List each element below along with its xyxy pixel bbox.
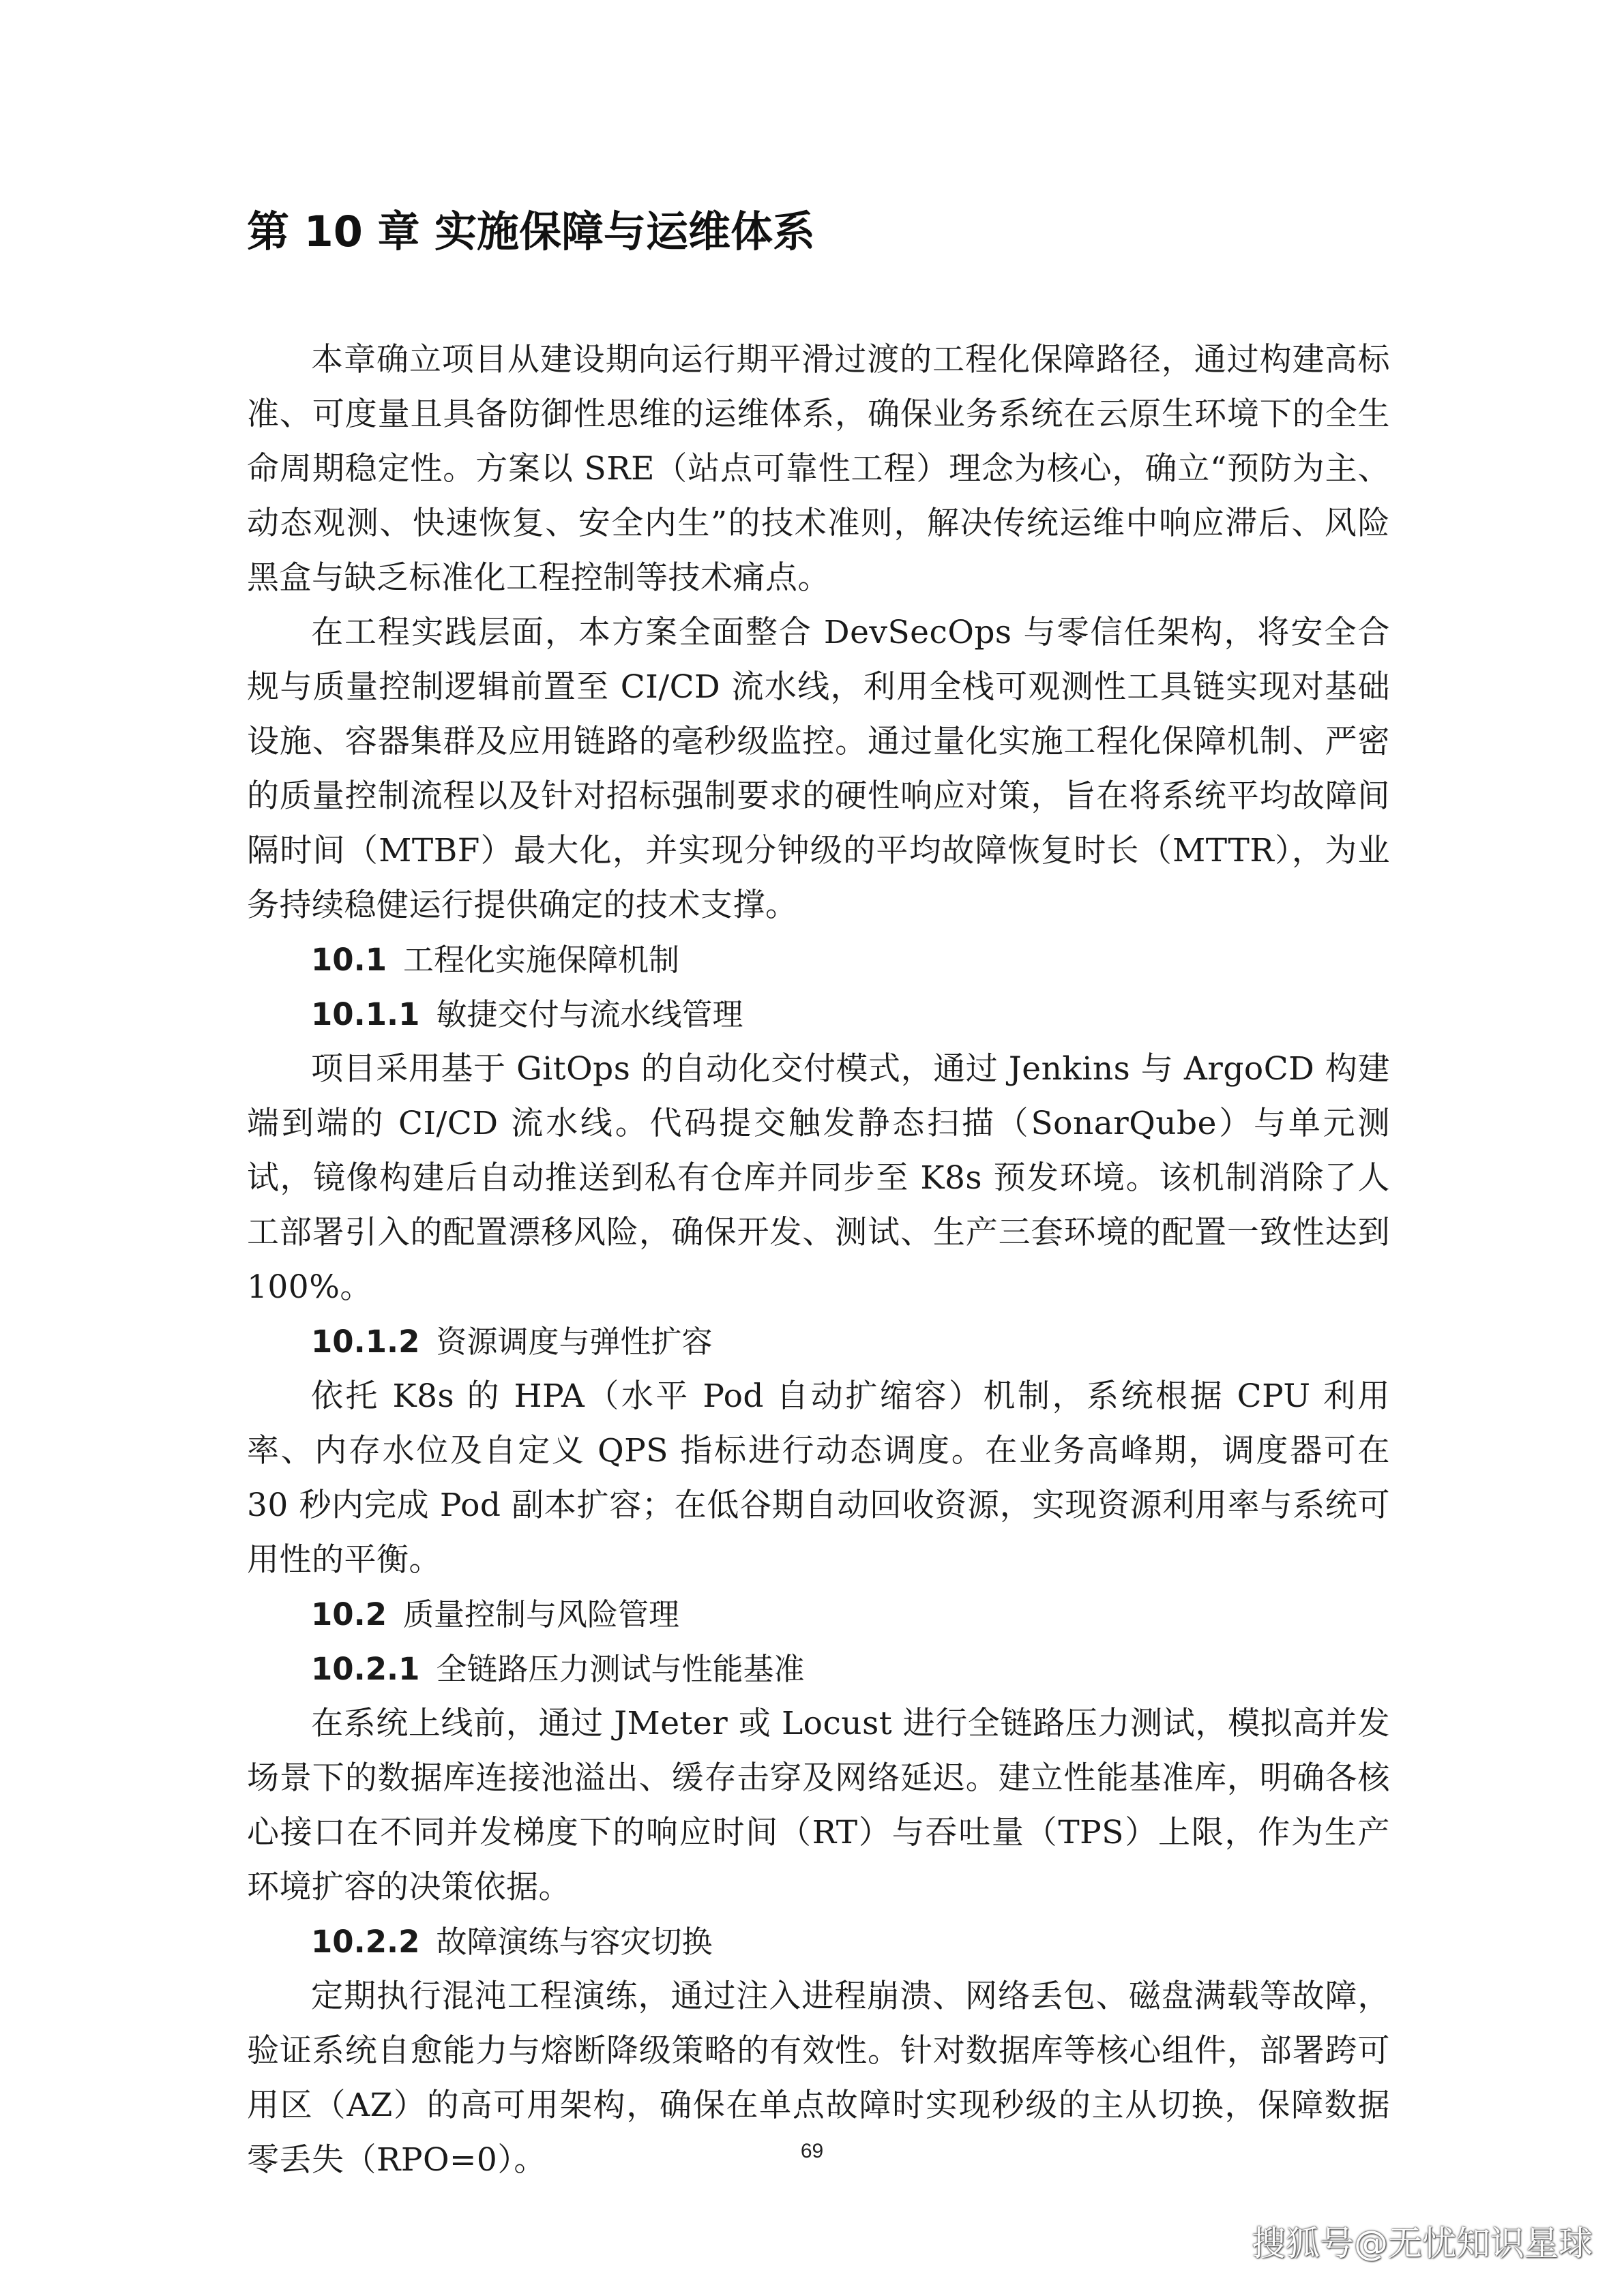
section-number: 10.2.2 xyxy=(311,1924,420,1960)
paragraph-intro-1: 本章确立项目从建设期向运行期平滑过渡的工程化保障路径，通过构建高标准、可度量且具备防御性思维的运维体系，确保业务系统在云原生环境下的全生命周期稳定性。方案以 SRE（站点可靠性工程）理念为核心，确立“预防为主、动态观测、快速恢复、安全内生”的技术准则，解决传统运维中响应滞后、风险黑盒与缺乏标准化工程控制等技术痛点。 xyxy=(247,341,1390,597)
section-number: 10.1.1 xyxy=(311,996,420,1032)
paragraph-10-2-2: 定期执行混沌工程演练，通过注入进程崩溃、网络丢包、磁盘满载等故障，验证系统自愈能力与熔断降级策略的有效性。针对数据库等核心组件，部署跨可用区（AZ）的高可用架构，确保在单点故障时实现秒级的主从切换，保障数据零丢失（RPO=0）。 xyxy=(247,1978,1390,2179)
section-number: 10.2.1 xyxy=(311,1651,420,1687)
section-heading-10-2 xyxy=(247,1587,1390,1642)
section-heading-10-1-2 xyxy=(247,1315,1390,1369)
paragraph-10-1-1: 项目采用基于 GitOps 的自动化交付模式，通过 Jenkins 与 ArgoCD 构建端到端的 CI/CD 流水线。代码提交触发静态扫描（SonarQube）与单元测试，镜像构建后自动推送到私有仓库并同步至 K8s 预发环境。该机制消除了人工部署引入的配置漂移风险，确保开发、测试、生产三套环境的配置一致性达到 100%。 xyxy=(247,1050,1390,1306)
section-heading-10-2-1 xyxy=(247,1642,1390,1697)
section-number: 10.1.2 xyxy=(311,1324,420,1360)
section-title: 敏捷交付与流水线管理 xyxy=(436,996,743,1032)
body-text xyxy=(247,333,1390,2188)
section-number: 10.2 xyxy=(311,1596,387,1632)
section-heading-10-2-2 xyxy=(247,1915,1390,1969)
paragraph-10-2-1: 在系统上线前，通过 JMeter 或 Locust 进行全链路压力测试，模拟高并发场景下的数据库连接池溢出、缓存击穿及网络延迟。建立性能基准库，明确各核心接口在不同并发梯度下的响应时间（RT）与吞吐量（TPS）上限，作为生产环境扩容的决策依据。 xyxy=(247,1705,1390,1906)
watermark: 搜狐号@无忧知识星球 xyxy=(1252,2224,1593,2263)
section-heading-10-1 xyxy=(247,933,1390,987)
section-title: 资源调度与弹性扩容 xyxy=(436,1324,713,1360)
section-title: 全链路压力测试与性能基准 xyxy=(436,1651,805,1687)
page-number: 69 xyxy=(800,2140,824,2162)
paragraph-intro-2: 在工程实践层面，本方案全面整合 DevSecOps 与零信任架构，将安全合规与质量控制逻辑前置至 CI/CD 流水线，利用全栈可观测性工具链实现对基础设施、容器集群及应用链路的毫秒级监控。通过量化实施工程化保障机制、严密的质量控制流程以及针对招标强制要求的硬性响应对策，旨在将系统平均故障间隔时间（MTBF）最大化，并实现分钟级的平均故障恢复时长（MTTR），为业务持续稳健运行提供确定的技术支撑。 xyxy=(247,614,1390,924)
section-title: 工程化实施保障机制 xyxy=(403,942,680,978)
chapter-title: 第 10 章 实施保障与运维体系 xyxy=(247,207,816,256)
paragraph-10-1-2: 依托 K8s 的 HPA（水平 Pod 自动扩缩容）机制，系统根据 CPU 利用率、内存水位及自定义 QPS 指标进行动态调度。在业务高峰期，调度器可在 30 秒内完成 Pod 副本扩容；在低谷期自动回收资源，实现资源利用率与系统可用性的平衡。 xyxy=(247,1377,1390,1579)
section-heading-10-1-1 xyxy=(247,987,1390,1042)
section-number: 10.1 xyxy=(311,942,387,978)
section-title: 故障演练与容灾切换 xyxy=(436,1924,713,1960)
section-title: 质量控制与风险管理 xyxy=(403,1596,680,1632)
